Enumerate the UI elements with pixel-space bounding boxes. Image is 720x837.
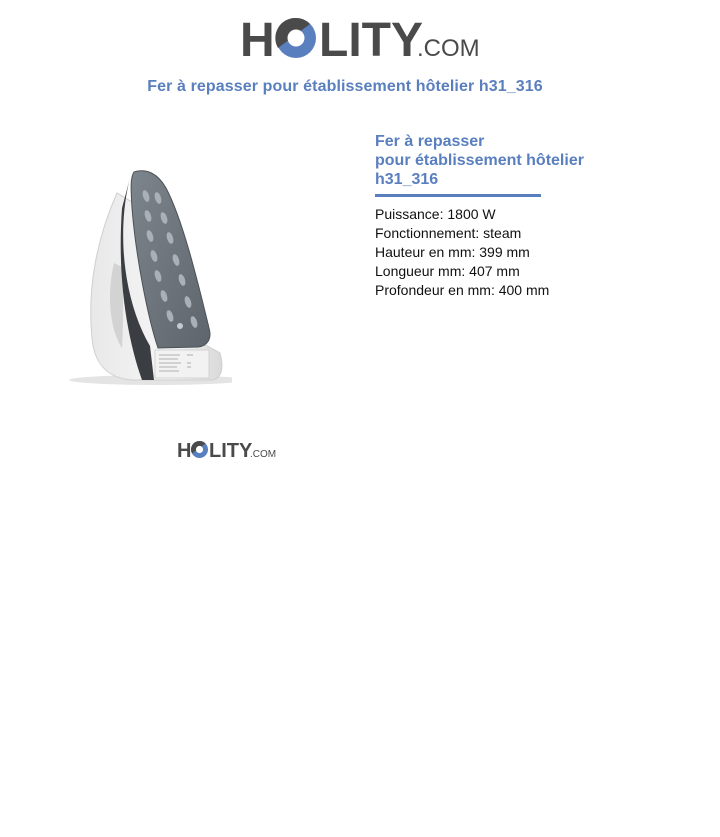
product-heading bbox=[375, 132, 675, 189]
product-heading-line: pour établissement hôtelier bbox=[375, 152, 584, 169]
logo-domain: .COM bbox=[417, 35, 480, 62]
logo-letter-h: H bbox=[240, 14, 275, 67]
spec-list bbox=[375, 205, 675, 300]
small-logo-wordmark: LITY bbox=[209, 440, 253, 462]
spec-length: Longueur mm: 407 mm bbox=[375, 263, 520, 279]
logo-o-icon bbox=[275, 18, 316, 58]
product-heading-line: Fer à repasser bbox=[375, 133, 485, 150]
spec-operation: Fonctionnement: steam bbox=[375, 225, 522, 241]
holity-logo-small[interactable] bbox=[177, 438, 277, 462]
small-logo-letter-h: H bbox=[177, 440, 192, 462]
holity-logo-small-svg bbox=[177, 438, 277, 462]
iron-illustration bbox=[62, 168, 232, 390]
spec-height: Hauteur en mm: 399 mm bbox=[375, 244, 530, 260]
logo-wordmark: LITY bbox=[319, 14, 423, 67]
spec-power: Puissance: 1800 W bbox=[375, 206, 496, 222]
small-logo-o-icon bbox=[191, 441, 208, 458]
page-title: Fer à repasser pour établissement hôtelier h31_316 bbox=[147, 78, 543, 95]
product-heading-line: h31_316 bbox=[375, 171, 439, 188]
steam-iron-image bbox=[62, 168, 232, 390]
product-details bbox=[375, 132, 675, 300]
holity-logo-svg bbox=[240, 12, 485, 68]
small-logo-domain: .COM bbox=[250, 449, 277, 460]
heading-underline bbox=[375, 194, 541, 197]
spec-depth: Profondeur en mm: 400 mm bbox=[375, 282, 550, 298]
holity-logo[interactable] bbox=[240, 12, 485, 68]
